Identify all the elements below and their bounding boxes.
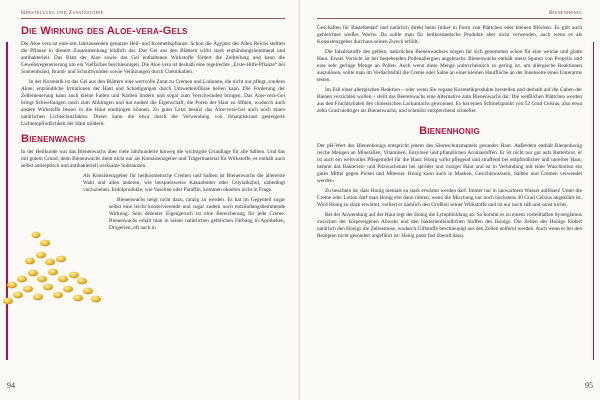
- wrap-text-column: [83, 173, 285, 235]
- paragraph: Geschäften für Bastelbedarf und natürlich direkt beim Imker in Form von Plättchen oder kleinen Blöcken. Es gibt auch gebleichtes weißes Wachs. Da sollte man für heilkosmetische Produkte aber nicht verwenden, auch wenn es als Konsistenzgeber durchaus seinen Zweck erfüllt.: [317, 25, 582, 45]
- paragraph: In der Kosmetik ist das Gel aus den Blättern eine wertvolle Zutat zu Cremen und Lotionen, die nicht nur pflegt, sondern Akne, entzündliche Irritationen der Haut und Schädigungen durch Umwelteinflüsse heilen kann. Die Förderung der Zellerneuerung kann auch kleine Falten und Narben lindern und sogar zum Verschwinden bringen. Das Aloe-vera-Gel bringt Schwellungen rasch zum Abklingen und hat zudem die Eigenschaft, die Poren der Haut zu öffnen, wodurch auch andere Wirkstoffe besser in die Haut eindringen können. Zu guter Letzt besitzt das Aloe-vera-Gel auch noch einen natürlichen Lichtschutzfaktor. Dieser kann die etwa durch die Verwendung von Johanniskraut gesteigerte Lichtempfindlichkeit der Haut mildern.: [21, 79, 285, 127]
- left-running-head: Herstellung und Zusatzstoffe: [21, 10, 285, 19]
- page-number-left: 94: [7, 381, 15, 390]
- right-page: [300, 0, 600, 400]
- paragraph: Die Aloe vera ist eine seit Jahrtausenden genutzte Heil- und Kosmetikpflanze. Schon die Ägypter des Alten Reichs stellten die Pflanze in diesem Zusammenhang bildlich dar. Das Gel aus den Blättern wirkt stark entzündungshemmend und antibakteriell. Das Blatt der Aloe sowie das Gel enthaltenen Wirkstoffe fördert die Zellteilung und kann die Gewebsregenerierung um ein Vielfaches beschleunigen. Die Aloe vera ist deshalb eine regelrechte „Erste-Hilfe-Pflanze“ bei Sonnenbrand, Brand- und Schnittwunden sowie Verätzungen durch Chemikalien.: [21, 41, 285, 75]
- section-heading-aloe: Die Wirkung des Aloe-vera-Gels: [21, 25, 188, 37]
- paragraph: In der Heilkunde war das Bienenwachs über viele Jahrhunderte hinweg die wichtigste Grundlage für alle Salben. Und das mit gutem Grund, denn Bienenwachs dient nicht nur als Konsistenzgeber und Trägermaterial für Wirkstoffe, es enthält auch selbst antiseptisch und antibakteriell wirksame Substanzen.: [21, 149, 285, 169]
- paragraph: Im Fall einer allergischen Reaktion – oder wenn Sie vegane Kosmetikprodukte herstellen und deshalb auf die Gaben der Bienen verzichten wollen – stellt das Beerenwachs eine Alternative zum Bienenwachs dar. Die weißlichen Plättchen werden aus den Fruchtschalen des chinesischen Lackumachs gewonnen. Es hat einen Schmelzpunkt von 52 Grad Celsius, also etwa zehn Grad niedriger als Bienenwachs, und schmilzt entsprechend schneller.: [317, 87, 582, 114]
- paragraph: Als Konsistenzgeber für heilkosmetische Cremen und Salben ist Bienenwachs die allererste Wahl und allen anderen, wie beispielsweise Kakaobutter oder Cetylalkohol, unbedingt vorzuziehen. Erdölprodukte, wie Vaseline oder Paraffin, kommen ohnehin nicht in Frage.: [83, 173, 285, 193]
- paragraph: Zu beachten ist, dass Honig niemals zu stark erwärmt werden darf. Immer nur in lauwarmem Wasser auflösen! Unter die Creme oder Lotion darf man Honig erst dann rühren, wenn die Mischung nur noch höchstens 40 Grad Celsius abgekühlt ist. Wird Honig zu stark erwärmt, verliert er nämlich den Großteil seiner Wirkstoffe und ist nur noch süß und sonst nichts.: [317, 188, 582, 208]
- page-number-right: 95: [585, 381, 593, 390]
- section-heading-bienenhonig: Bienenhonig: [419, 125, 480, 137]
- right-running-head: Bienenhonig: [317, 10, 582, 19]
- left-margin-rule: [6, 42, 8, 360]
- paragraph: Der pH-Wert des Bienenhonigs entspricht jenem des Säureschutzmantels gesunder Haut. Außerdem enthält Bienenhonig reiche Mengen an Mineralien, Vitaminen, Enzymen und pflanzlichen Aromastoffen. Er ist nicht nur gut aufs Butterbrot, er ist auch ein wertvolles Pflegemittel für die Haut. Honig wirkt pflegend und straffend bei empfindlicher und unreiner Haut, hemmt das Bakterien- und Pilzwachstum bei spröder und rissiger Haut und ist in Verbindung mit einer Waschlotion ein gutes Mittel gegen Pickel und Mitesser. Honig kann auch in Masken, Gesichtswassern, Salben und Cremen verwendet werden.: [317, 143, 582, 184]
- paragraph: Bienenwachs neigt nicht dazu, ranzig zu werden. Es hat im Gegenteil sogar selbst eine leicht konservierende und sogar zudem noch entzündungshemmende Wirkung. Sein dezenter Eigengeruch ist eine Bereicherung für jede Creme. Bienenwachs erhält man in seiner natürlichen gelblichen Färbung in Apotheken, Drogerien, oft auch in: [109, 197, 285, 231]
- paragraph: Die Inhaltsstoffe des gelben, natürlichen Bienenwachses sorgen für sich genommen schon für eine weiche und glatte Haut. Etwas Vorsicht ist bei bestehenden Pollenallergien angebracht. Bienenwachs enthält meist Spuren von Propolis und eine sehr geringe Menge an Pollen. Auch wenn diese Menge wahrscheinlich zu gering ist, um allergische Reaktionen auszulösen, sollte man im Verdachtsfall die Creme oder Salbe an einer kleinen Hautfläche an der Innenseite eines Unterarms testen.: [317, 49, 582, 83]
- right-margin-rule: [593, 42, 595, 360]
- section-heading-bienenwachs: Bienenwachs: [21, 133, 86, 145]
- paragraph: Bei der Anwendung auf der Haut regt der Honig die Lymphbildung an. So kommt es zu einem vorteilhaften Synergismus zwischen der körpereigenen Abwehr und den bakterienfeindlichen Stoffen des Honigs. Die Zellen des Honigs fördert natürlich den Honigs die Zellosmose, wodurch Giftstoffe beschleunigt aus den Zellen entfernt werden. Auch wenn er bei den Rezepten nicht gesondert angeführt ist: Honig passt fast überall dazu.: [317, 212, 582, 239]
- wrapped-text-block: [21, 173, 285, 301]
